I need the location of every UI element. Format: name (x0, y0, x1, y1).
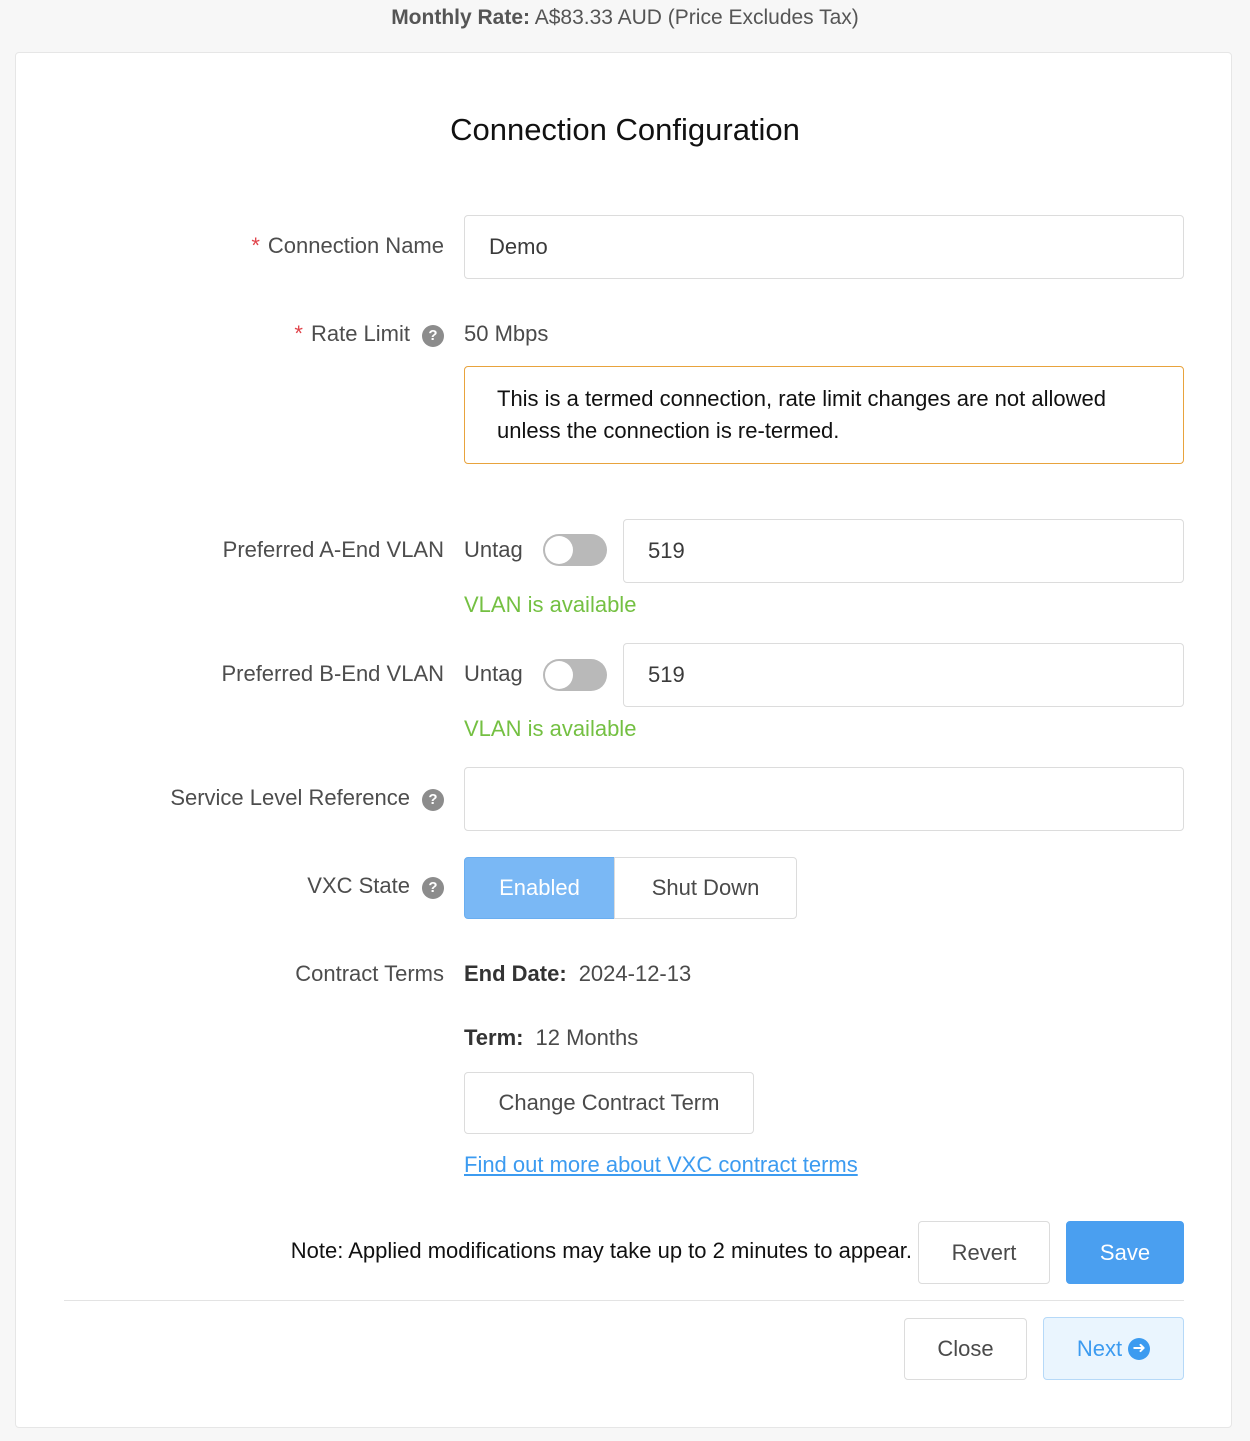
term-label: Term: (464, 1025, 524, 1050)
b-end-vlan-label: Preferred B-End VLAN (221, 661, 444, 686)
connection-name-input[interactable]: Demo (464, 215, 1184, 279)
help-icon[interactable]: ? (422, 789, 444, 811)
contract-terms-info-link[interactable]: Find out more about VXC contract terms (464, 1152, 858, 1177)
vxc-state-shutdown-button[interactable]: Shut Down (614, 857, 797, 919)
help-icon[interactable]: ? (422, 877, 444, 899)
b-end-untag-label: Untag (464, 661, 523, 686)
vxc-state-label: VXC State ? (307, 873, 444, 899)
help-icon[interactable]: ? (422, 325, 444, 347)
monthly-rate-bar (0, 6, 1250, 30)
footer-divider (64, 1300, 1184, 1301)
a-end-vlan-input[interactable]: 519 (623, 519, 1184, 583)
service-level-reference-input[interactable] (464, 767, 1184, 831)
required-marker: * (251, 233, 260, 258)
save-button[interactable]: Save (1066, 1221, 1184, 1284)
contract-terms-label: Contract Terms (295, 961, 444, 986)
rate-limit-value: 50 Mbps (464, 321, 549, 346)
a-end-vlan-status: VLAN is available (464, 592, 637, 617)
b-end-untag-toggle[interactable] (543, 659, 607, 691)
termed-warning: This is a termed connection, rate limit changes are not allowed unless the connection is re-termed. (464, 366, 1184, 464)
end-date-value: 2024-12-13 (578, 961, 692, 986)
arrow-right-circle-icon: ➜ (1128, 1338, 1150, 1360)
close-button[interactable]: Close (904, 1318, 1027, 1380)
contract-end-date (464, 961, 691, 987)
next-button[interactable] (1043, 1317, 1184, 1380)
rate-limit-label: * Rate Limit ? (294, 321, 444, 347)
end-date-label: End Date: (464, 961, 567, 986)
a-end-vlan-label: Preferred A-End VLAN (222, 537, 444, 562)
vxc-state-enabled-button[interactable]: Enabled (464, 857, 615, 919)
b-end-vlan-status: VLAN is available (464, 716, 637, 741)
monthly-rate-value: A$83.33 AUD (Price Excludes Tax) (534, 6, 859, 29)
a-end-untag-label: Untag (464, 537, 523, 562)
revert-button[interactable]: Revert (918, 1221, 1050, 1284)
next-button-label: Next (1076, 1335, 1123, 1361)
term-value: 12 Months (535, 1025, 639, 1050)
required-marker: * (294, 321, 303, 346)
contract-term (464, 1025, 638, 1051)
change-contract-term-button[interactable]: Change Contract Term (464, 1072, 754, 1134)
monthly-rate-label: Monthly Rate: (391, 6, 531, 29)
connection-name-label: * Connection Name (251, 233, 444, 258)
modification-note: Note: Applied modifications may take up to 2 minutes to appear. (290, 1238, 912, 1263)
a-end-untag-toggle[interactable] (543, 534, 607, 566)
page-title: Connection Configuration (450, 112, 800, 147)
service-level-reference-label: Service Level Reference ? (170, 785, 444, 811)
b-end-vlan-input[interactable]: 519 (623, 643, 1184, 707)
